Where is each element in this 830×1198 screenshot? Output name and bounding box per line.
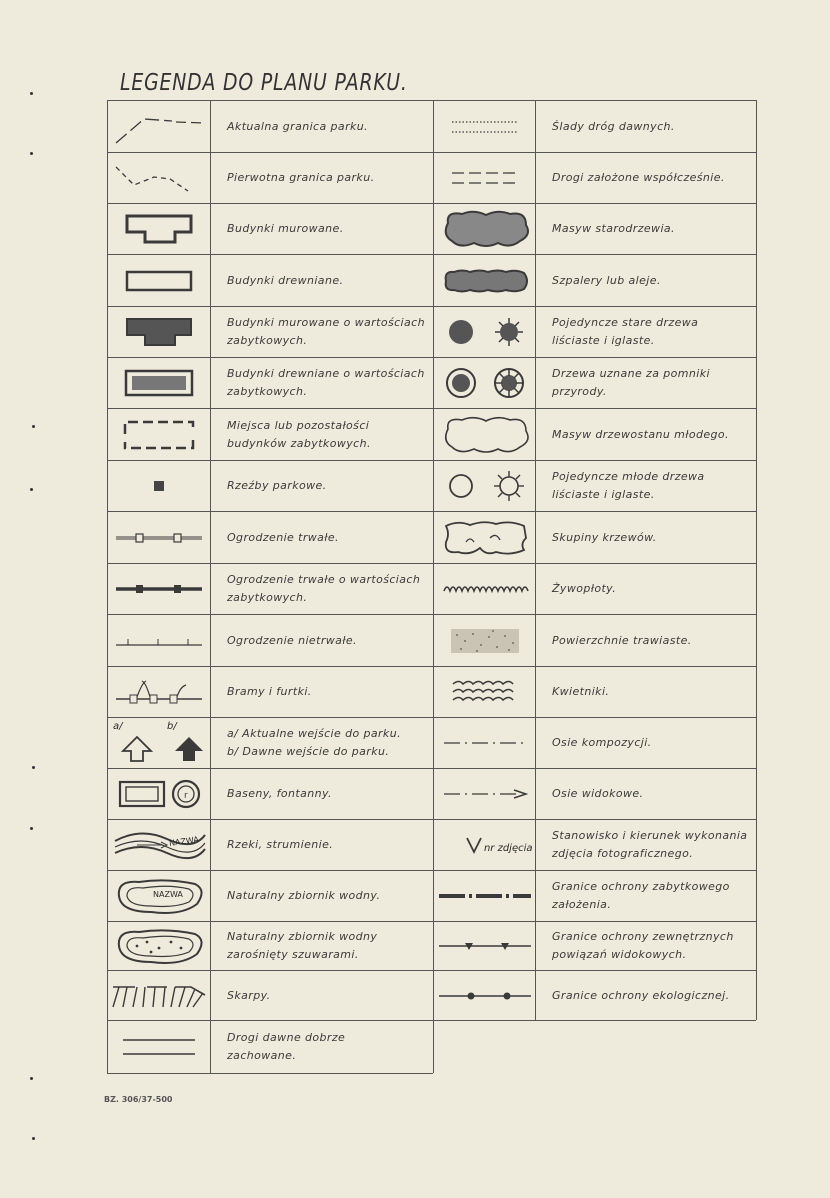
wooden-building-icon — [108, 255, 210, 306]
margin-dot — [30, 488, 33, 491]
legend-description-line: Ślady dróg dawnych. — [552, 119, 675, 133]
legend-description-line: Ogrodzenie trwałe o wartościach — [227, 573, 421, 586]
legend-description-line: b/ Dawne wejście do parku. — [227, 745, 390, 758]
permanent-fence-icon — [108, 512, 210, 563]
legend-description-line: Kwietniki. — [552, 685, 610, 698]
legend-description — [536, 255, 756, 306]
legend-description — [211, 971, 433, 1020]
hedge-icon — [434, 564, 535, 614]
old-road-traces-icon — [434, 101, 535, 152]
legend-description — [536, 204, 756, 254]
legend-description-line: zabytkowych. — [227, 385, 308, 398]
ecological-protection-boundary-icon — [434, 971, 535, 1020]
legend-description-line: zdjęcia fotograficznego. — [552, 847, 694, 860]
legend-title: LEGENDA DO PLANU PARKU. — [120, 70, 408, 96]
legend-description-line: budynków zabytkowych. — [227, 436, 371, 450]
legend-description-line: Budynki murowane. — [227, 222, 344, 235]
temporary-fence-icon — [108, 615, 210, 666]
legend-description-line: Ogrodzenie nietrwałe. — [227, 633, 357, 647]
flowerbed-icon — [434, 667, 535, 717]
legend-description-line: zachowane. — [227, 1049, 297, 1062]
legend-description-line: Stanowisko i kierunek wykonania — [552, 829, 748, 842]
legend-description — [536, 307, 756, 357]
building-remains-icon — [108, 409, 210, 460]
legend-description — [211, 922, 433, 970]
photo-number-label: nr zdjęcia — [483, 843, 533, 854]
legend-description-line: Naturalny zbiornik wodny — [227, 930, 378, 943]
entrance-label-b: b/ — [167, 721, 177, 732]
legend-description — [211, 255, 433, 306]
legend-description-line: liściaste i iglaste. — [552, 488, 655, 501]
legend-description-line: Budynki drewniane o wartościach — [227, 367, 425, 380]
legend-description — [211, 718, 433, 768]
current-park-boundary-icon — [108, 101, 210, 152]
legend-description — [536, 564, 756, 614]
legend-description — [536, 667, 756, 717]
entrance-label-a: a/ — [113, 721, 123, 732]
legend-description-line: Bramy i furtki. — [227, 685, 312, 698]
legend-description-line: a/ Aktualne wejście do parku. — [227, 727, 401, 740]
legend-description-line: Żywopłoty. — [552, 582, 617, 595]
grid-line — [107, 1073, 433, 1074]
legend-description-line: Pierwotna granica parku. — [227, 171, 375, 184]
legend-description-line: przyrody. — [552, 385, 607, 398]
river-icon — [108, 820, 210, 870]
svg-text:r: r — [184, 791, 188, 801]
margin-dot — [30, 827, 33, 830]
legend-description-line: Szpalery lub aleje. — [552, 273, 661, 287]
legend-description — [211, 820, 433, 870]
legend-description — [536, 101, 756, 152]
legend-description-line: Masyw drzewostanu młodego. — [552, 427, 729, 441]
river-name-label: NAZWA — [168, 834, 200, 849]
masonry-building-icon — [108, 204, 210, 254]
legend-description — [536, 461, 756, 511]
legend-description — [211, 512, 433, 563]
modern-road-icon — [434, 153, 535, 203]
entrance-arrows-icon — [108, 718, 210, 768]
legend-description — [536, 718, 756, 768]
legend-description-line: Baseny, fontanny. — [227, 787, 332, 800]
grid-line — [756, 100, 757, 1020]
legend-description — [536, 358, 756, 408]
historic-fence-icon — [108, 564, 210, 614]
view-axis-icon — [434, 769, 535, 819]
legend-description — [211, 461, 433, 511]
legend-description-line: zarośnięty szuwarami. — [227, 948, 359, 961]
legend-description — [211, 101, 433, 152]
legend-description — [211, 667, 433, 717]
margin-dot — [30, 1077, 33, 1080]
legend-description — [536, 153, 756, 203]
pools-fountains-icon — [108, 769, 210, 819]
legend-description — [536, 971, 756, 1020]
photo-position-icon — [434, 820, 535, 870]
legend-description-line: Rzeźby parkowe. — [227, 479, 327, 492]
legend-description-line: Ogrodzenie trwałe. — [227, 530, 339, 544]
legend-description — [536, 922, 756, 970]
legend-description-line: Masyw starodrzewia. — [552, 222, 675, 235]
alley-icon — [434, 255, 535, 306]
legend-description-line: Miejsca lub pozostałości — [227, 418, 370, 432]
old-tree-mass-icon — [434, 204, 535, 254]
legend-description-line: liściaste i iglaste. — [552, 334, 655, 347]
legend-description-line: Osie widokowe. — [552, 787, 644, 800]
legend-description — [211, 204, 433, 254]
old-road-preserved-icon — [108, 1021, 210, 1073]
legend-description — [536, 409, 756, 460]
legend-description-line: Drzewa uznane za pomniki — [552, 367, 710, 380]
legend-description-line: Naturalny zbiornik wodny. — [227, 889, 381, 902]
shrub-groups-icon — [434, 512, 535, 563]
margin-dot — [32, 766, 35, 769]
legend-description-line: Rzeki, strumienie. — [227, 838, 334, 851]
historic-masonry-building-icon — [108, 307, 210, 357]
pond-name-label: NAZWA — [153, 890, 183, 899]
legend-description-line: Osie kompozycji. — [552, 736, 652, 749]
single-young-trees-icon — [434, 461, 535, 511]
legend-description — [536, 512, 756, 563]
young-tree-mass-icon — [434, 409, 535, 460]
original-park-boundary-icon — [108, 153, 210, 203]
legend-description — [211, 409, 433, 460]
margin-dot — [32, 1137, 35, 1140]
external-view-protection-icon — [434, 922, 535, 970]
legend-description — [211, 358, 433, 408]
legend-description — [211, 307, 433, 357]
natural-monument-trees-icon — [434, 358, 535, 408]
legend-description — [211, 871, 433, 921]
composition-axis-icon — [434, 718, 535, 768]
legend-description — [211, 769, 433, 819]
legend-description-line: Aktualna granica parku. — [227, 119, 369, 133]
legend-description — [211, 564, 433, 614]
gates-icon — [108, 667, 210, 717]
legend-description — [211, 615, 433, 666]
legend-description-line: Skupiny krzewów. — [552, 530, 657, 544]
legend-description-line: Skarpy. — [227, 988, 271, 1002]
legend-description-line: Drogi założone współcześnie. — [552, 171, 725, 184]
legend-description-line: Granice ochrony zabytkowego — [552, 880, 730, 893]
overgrown-pond-icon — [108, 922, 210, 970]
single-old-trees-icon — [434, 307, 535, 357]
legend-description-line: Granice ochrony ekologicznej. — [552, 988, 730, 1002]
legend-description-line: Drogi dawne dobrze — [227, 1031, 346, 1044]
legend-description — [211, 1021, 433, 1073]
legend-description — [536, 615, 756, 666]
legend-description-line: Pojedyncze młode drzewa — [552, 470, 705, 483]
margin-dot — [32, 425, 35, 428]
legend-description-line: Pojedyncze stare drzewa — [552, 316, 699, 329]
legend-description-line: Powierzchnie trawiaste. — [552, 633, 692, 647]
legend-description-line: zabytkowych. — [227, 334, 308, 347]
legend-description-line: Budynki drewniane. — [227, 273, 344, 287]
legend-description-line: powiązań widokowych. — [552, 948, 687, 961]
sculpture-icon — [108, 461, 210, 511]
natural-pond-icon — [108, 871, 210, 921]
legend-description-line: założenia. — [552, 898, 612, 911]
archive-number: BZ. 306/37-500 — [104, 1095, 173, 1104]
legend-description-line: zabytkowych. — [227, 591, 308, 604]
legend-description-line: Granice ochrony zewnętrznych — [552, 930, 734, 943]
lawn-icon — [434, 615, 535, 666]
legend-description-line: Budynki murowane o wartościach — [227, 316, 425, 329]
legend-description — [536, 871, 756, 921]
margin-dot — [30, 152, 33, 155]
margin-dot — [30, 92, 33, 95]
legend-description — [536, 769, 756, 819]
escarpment-icon — [108, 971, 210, 1020]
heritage-protection-boundary-icon — [434, 871, 535, 921]
historic-wooden-building-icon — [108, 358, 210, 408]
legend-description — [536, 820, 756, 870]
legend-description — [211, 153, 433, 203]
